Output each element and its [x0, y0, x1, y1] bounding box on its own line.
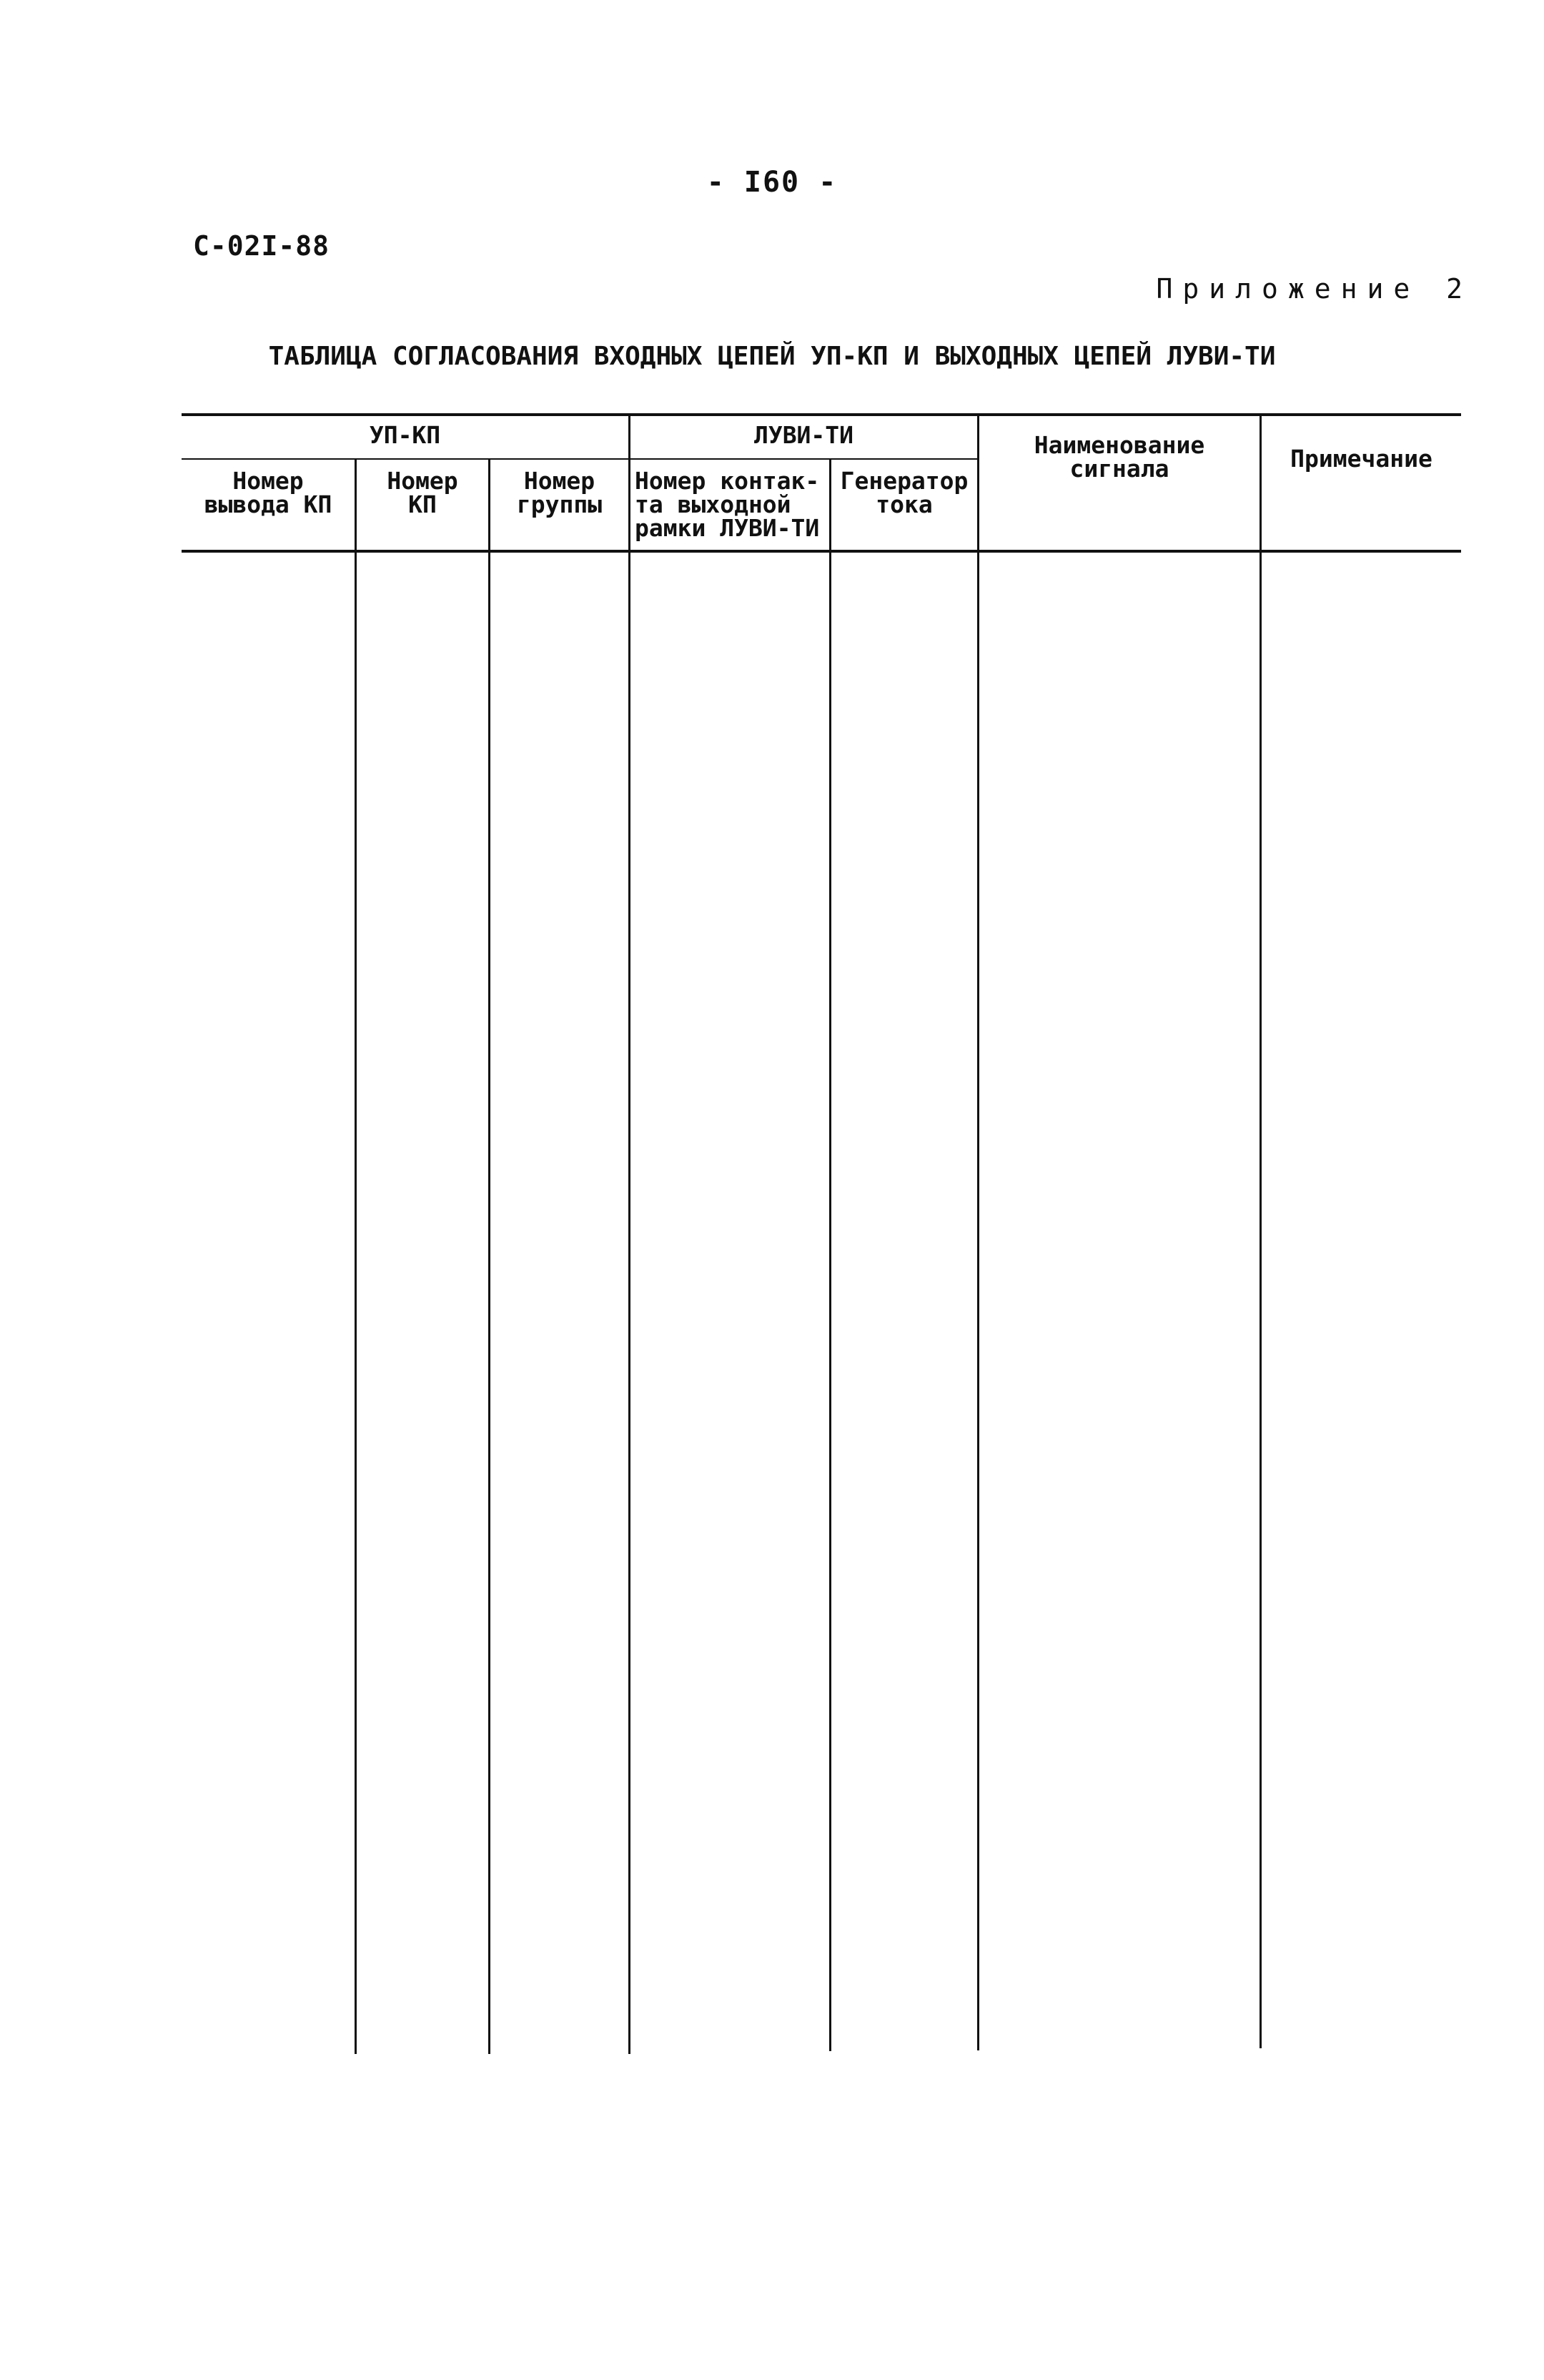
column-divider — [977, 415, 979, 2050]
column-header-current-generator: Генератор тока — [840, 467, 969, 518]
column-divider — [355, 460, 357, 2054]
column-header-signal-name: Наименование сигнала — [1034, 431, 1205, 483]
column-divider — [628, 415, 630, 2054]
group-header-up-kp: УП-КП — [369, 421, 441, 449]
document-code: С-02I-88 — [193, 230, 330, 262]
column-header-kp-number: Номер КП — [387, 467, 458, 518]
column-divider — [1260, 415, 1262, 2048]
column-header-note: Примечание — [1290, 445, 1432, 473]
document-title: ТАБЛИЦА СОГЛАСОВАНИЯ ВХОДНЫХ ЦЕПЕЙ УП-КП И ВЫХОДНЫХ ЦЕПЕЙ ЛУВИ-ТИ — [268, 342, 1276, 371]
column-header-output-number: Номер вывода КП — [204, 467, 332, 518]
column-header-group-number: Номер группы — [516, 467, 603, 518]
column-header-contact-number: Номер контак- та выходной рамки ЛУВИ-ТИ — [635, 467, 820, 542]
column-divider — [829, 460, 831, 2051]
group-header-luvi-ti: ЛУВИ-ТИ — [753, 421, 854, 449]
header-bottom-rule — [182, 550, 1461, 553]
table-top-rule — [182, 413, 1461, 416]
column-divider — [488, 460, 490, 2054]
group-header-rule — [182, 458, 979, 460]
appendix-label: Приложение 2 — [1156, 273, 1473, 305]
page-number: - I60 - — [706, 166, 838, 199]
